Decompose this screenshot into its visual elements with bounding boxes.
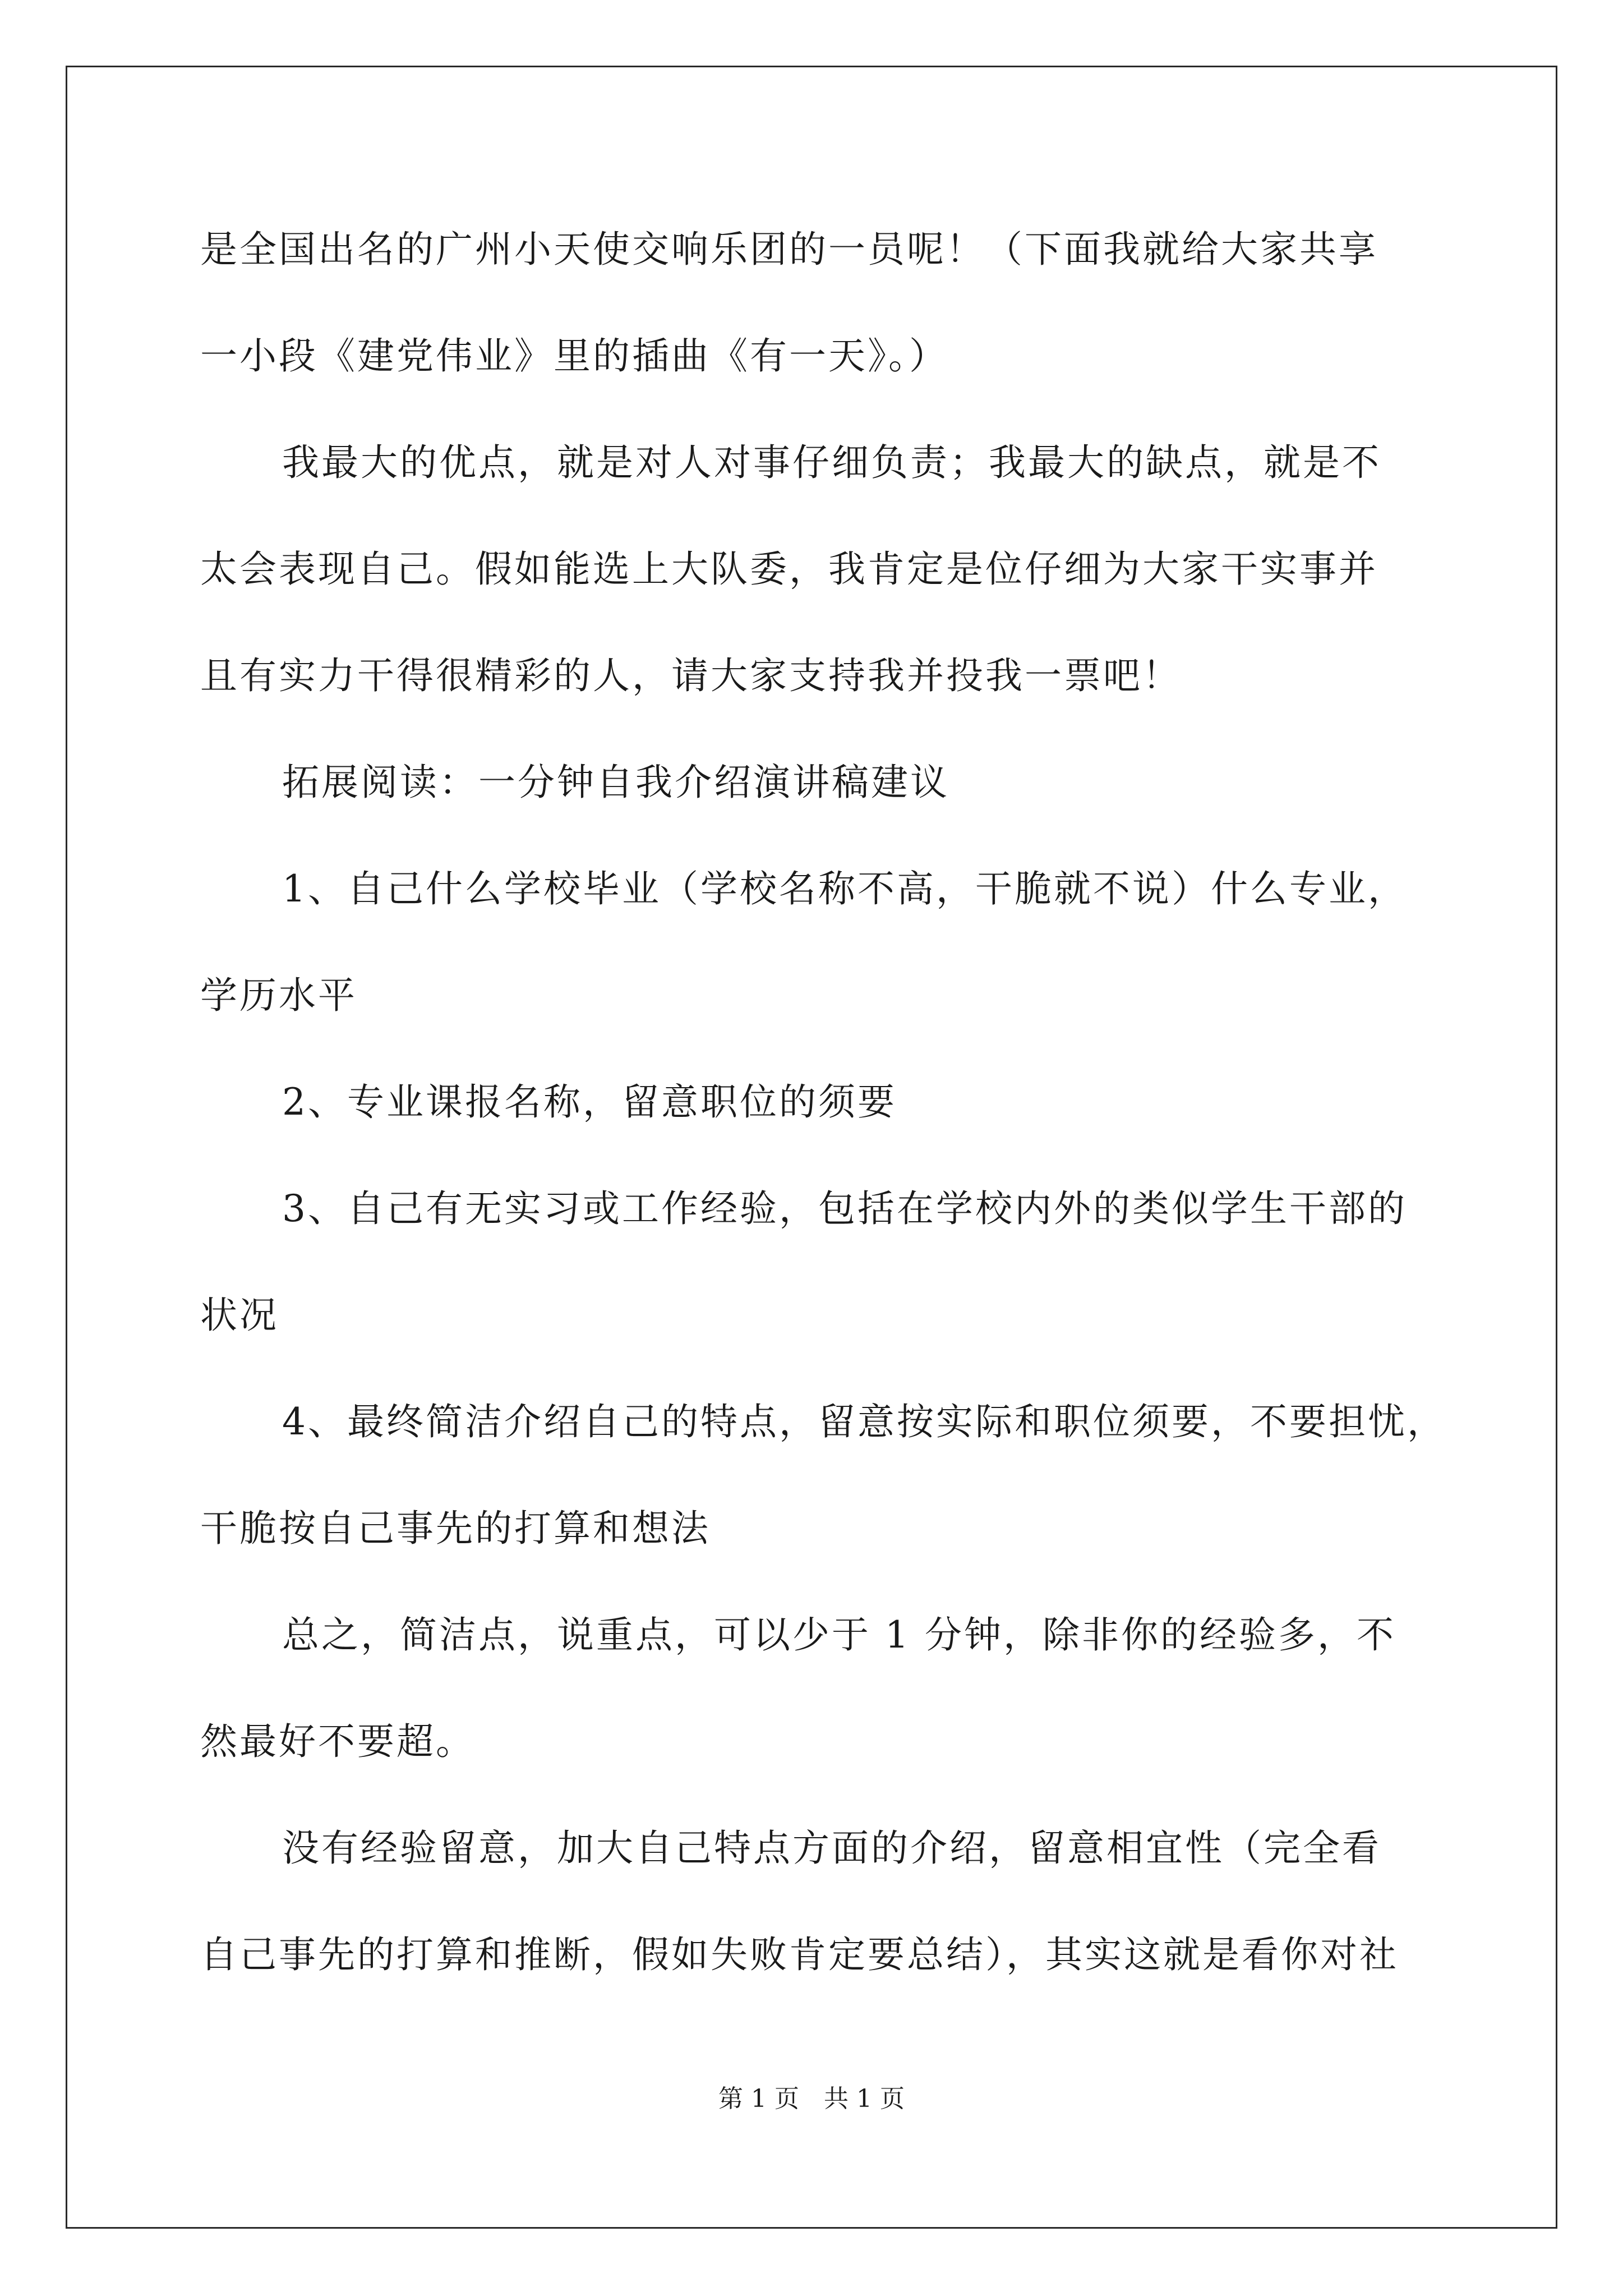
page-footer: 第 1 页 共 1 页: [718, 2085, 905, 2113]
text-line: 且有实力干得很精彩的人，请大家支持我并投我一票吧！: [200, 654, 1182, 697]
text-line: 太会表现自己。假如能选上大队委，我肯定是位仔细为大家干实事并: [200, 547, 1378, 591]
text-line: 3、自己有无实习或工作经验，包括在学校内外的类似学生干部的: [282, 1187, 1407, 1230]
text-line: 2、专业课报名称，留意职位的须要: [282, 1080, 897, 1124]
text-line: 然最好不要超。: [200, 1720, 475, 1763]
text-line: 是全国出名的广州小天使交响乐团的一员呢！（下面我就给大家共享: [200, 228, 1378, 271]
text-line: 学历水平: [200, 974, 357, 1017]
text-line: 一小段《建党伟业》里的插曲《有一天》。）: [200, 334, 948, 378]
text-line: 4、最终简洁介绍自己的特点，留意按实际和职位须要，不要担忧，: [282, 1400, 1446, 1443]
page-border: [66, 66, 1557, 2229]
text-line: 没有经验留意，加大自己特点方面的介绍，留意相宜性（完全看: [282, 1826, 1381, 1870]
text-line: 状况: [200, 1294, 279, 1337]
section-heading: 拓展阅读：一分钟自我介绍演讲稿建议: [282, 761, 949, 804]
text-line: 干脆按自己事先的打算和想法: [200, 1507, 711, 1550]
text-line: 我最大的优点，就是对人对事仔细负责；我最大的缺点，就是不: [282, 441, 1381, 484]
text-line: 总之，简洁点，说重点，可以少于 1 分钟，除非你的经验多，不: [282, 1613, 1396, 1657]
text-line: 自己事先的打算和推断，假如失败肯定要总结），其实这就是看你对社: [200, 1933, 1399, 1976]
text-line: 1、自己什么学校毕业（学校名称不高，干脆就不说）什么专业，: [282, 867, 1407, 910]
